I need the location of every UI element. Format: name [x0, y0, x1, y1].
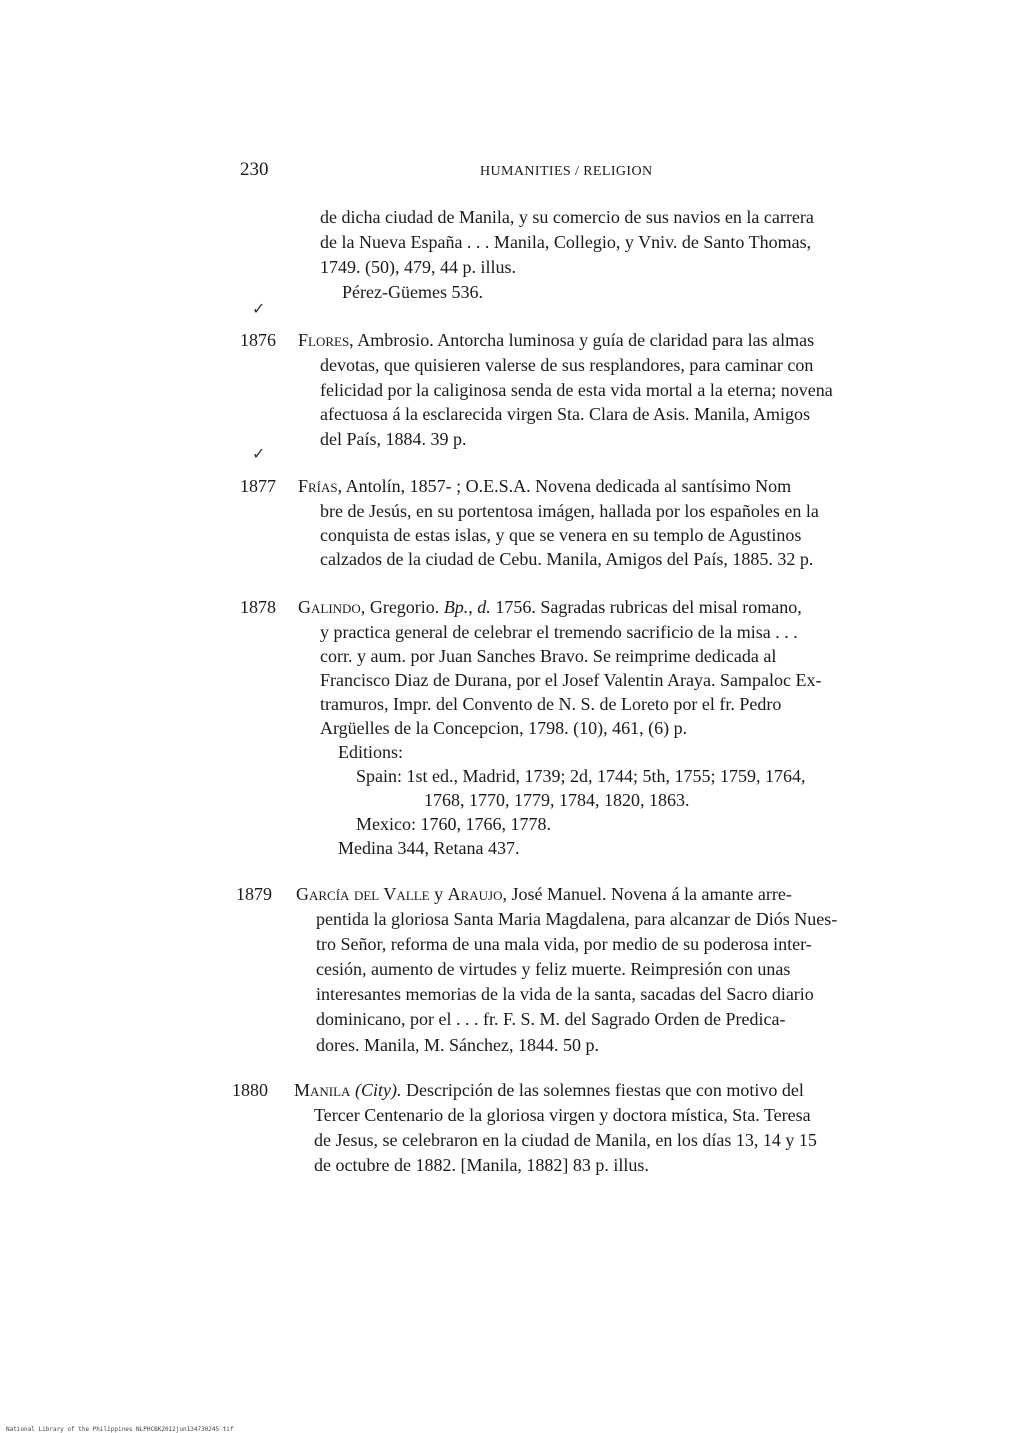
entry-text: 1756. Sagradas rubricas del misal romano, [490, 597, 802, 617]
entry-text: José Manuel. Novena á la amante arre- [507, 884, 792, 904]
entry-line: corr. y aum. por Juan Sanches Bravo. Se reimprime dedicada al [320, 646, 777, 666]
entry-line: calzados de la ciudad de Cebu. Manila, Amigos del País, 1885. 32 p. [320, 549, 814, 569]
entry-text: Descripción de las solemnes fiestas que con motivo del [401, 1080, 804, 1100]
entry-number: 1879 [236, 884, 272, 904]
entry-reference: Medina 344, Retana 437. [338, 838, 520, 858]
editions-mexico: Mexico: 1760, 1766, 1778. [356, 814, 551, 834]
entry-line: pentida la gloriosa Santa Maria Magdalena, para alcanzar de Diós Nues- [316, 909, 838, 929]
entry-number: 1877 [240, 476, 276, 496]
entry-line: y practica general de celebrar el tremendo sacrificio de la misa . . . [320, 622, 798, 642]
entry-number: 1878 [240, 597, 276, 617]
entry-line: tramuros, Impr. del Convento de N. S. de Loreto por el fr. Pedro [320, 694, 782, 714]
entry-line: dominicano, por el . . . fr. F. S. M. del Sagrado Orden de Predica- [316, 1009, 786, 1029]
entry-line: cesión, aumento de virtudes y feliz muerte. Reimpresión con unas [316, 959, 791, 979]
entry-title-italic: Bp., d. [443, 597, 491, 617]
entry-first-line [298, 474, 791, 499]
entry-number: 1876 [240, 330, 276, 350]
entry-line: bre de Jesús, en su portentosa imágen, hallada por los españoles en la [320, 501, 819, 521]
entry-text: Ambrosio. Antorcha luminosa y guía de claridad para las almas [353, 330, 815, 350]
entry-first-line [296, 882, 792, 907]
entry-author: Araujo, [447, 884, 508, 904]
entry-title-italic: (City). [354, 1080, 402, 1100]
entry-line: del País, 1884. 39 p. [320, 429, 467, 449]
running-head: HUMANITIES / RELIGION [480, 164, 653, 179]
entry-line: conquista de estas islas, y que se venera en su templo de Agustinos [320, 525, 802, 545]
entry-line: interesantes memorias de la vida de la santa, sacadas del Sacro diario [316, 984, 814, 1004]
continuation-line: 1749. (50), 479, 44 p. illus. [320, 257, 516, 277]
editions-label: Editions: [338, 742, 404, 762]
entry-author: Galindo, [298, 597, 366, 617]
entry-author: Flores, [298, 330, 354, 350]
editions-spain-cont: 1768, 1770, 1779, 1784, 1820, 1863. [424, 790, 690, 810]
entry-line: Tercer Centenario de la gloriosa virgen y doctora mística, Sta. Teresa [314, 1105, 811, 1125]
entry-line: Argüelles de la Concepcion, 1798. (10), 461, (6) p. [320, 718, 688, 738]
entry-text: y [429, 884, 448, 904]
entry-line: de Jesus, se celebraron en la ciudad de Manila, en los días 13, 14 y 15 [314, 1130, 817, 1150]
entry-line: Francisco Diaz de Durana, por el Josef Valentin Araya. Sampaloc Ex- [320, 670, 822, 690]
entry-first-line [294, 1078, 804, 1103]
entry-line: afectuosa á la esclarecida virgen Sta. Clara de Asis. Manila, Amigos [320, 404, 811, 424]
entry-author: Manila [294, 1080, 351, 1100]
continuation-line: de dicha ciudad de Manila, y su comercio de sus navios en la carrera [320, 207, 814, 227]
entry-line: dores. Manila, M. Sánchez, 1844. 50 p. [316, 1035, 599, 1055]
entry-first-line [298, 328, 814, 353]
continuation-reference: Pérez-Güemes 536. [342, 282, 483, 302]
entry-line: felicidad por la caliginosa senda de esta vida mortal a la eterna; novena [320, 380, 833, 400]
entry-text: Gregorio. [365, 597, 444, 617]
entry-text: Antolín, 1857- ; O.E.S.A. Novena dedicada al santísimo Nom [342, 476, 792, 496]
entry-line: de octubre de 1882. [Manila, 1882] 83 p. illus. [314, 1155, 649, 1175]
entry-author: Frías, [298, 476, 343, 496]
page-number: 230 [240, 159, 269, 180]
entry-first-line [298, 595, 802, 620]
entry-line: tro Señor, reforma de una mala vida, por medio de su poderosa inter- [316, 934, 812, 954]
entry-author: García del Valle [296, 884, 430, 904]
editions-spain: Spain: 1st ed., Madrid, 1739; 2d, 1744; 5th, 1755; 1759, 1764, [356, 766, 806, 786]
entry-line: devotas, que quisieren valerse de sus resplandores, para caminar con [320, 355, 814, 375]
margin-tick-mark-icon: ✓ [252, 301, 266, 318]
entry-number: 1880 [232, 1080, 268, 1100]
margin-tick-mark-icon: ✓ [252, 446, 266, 463]
footer-scan-label: National Library of the Philippines NLPHCBK2012jun134730245 tif [6, 1426, 234, 1433]
continuation-line: de la Nueva España . . . Manila, Collegio, y Vniv. de Santo Thomas, [320, 232, 812, 252]
